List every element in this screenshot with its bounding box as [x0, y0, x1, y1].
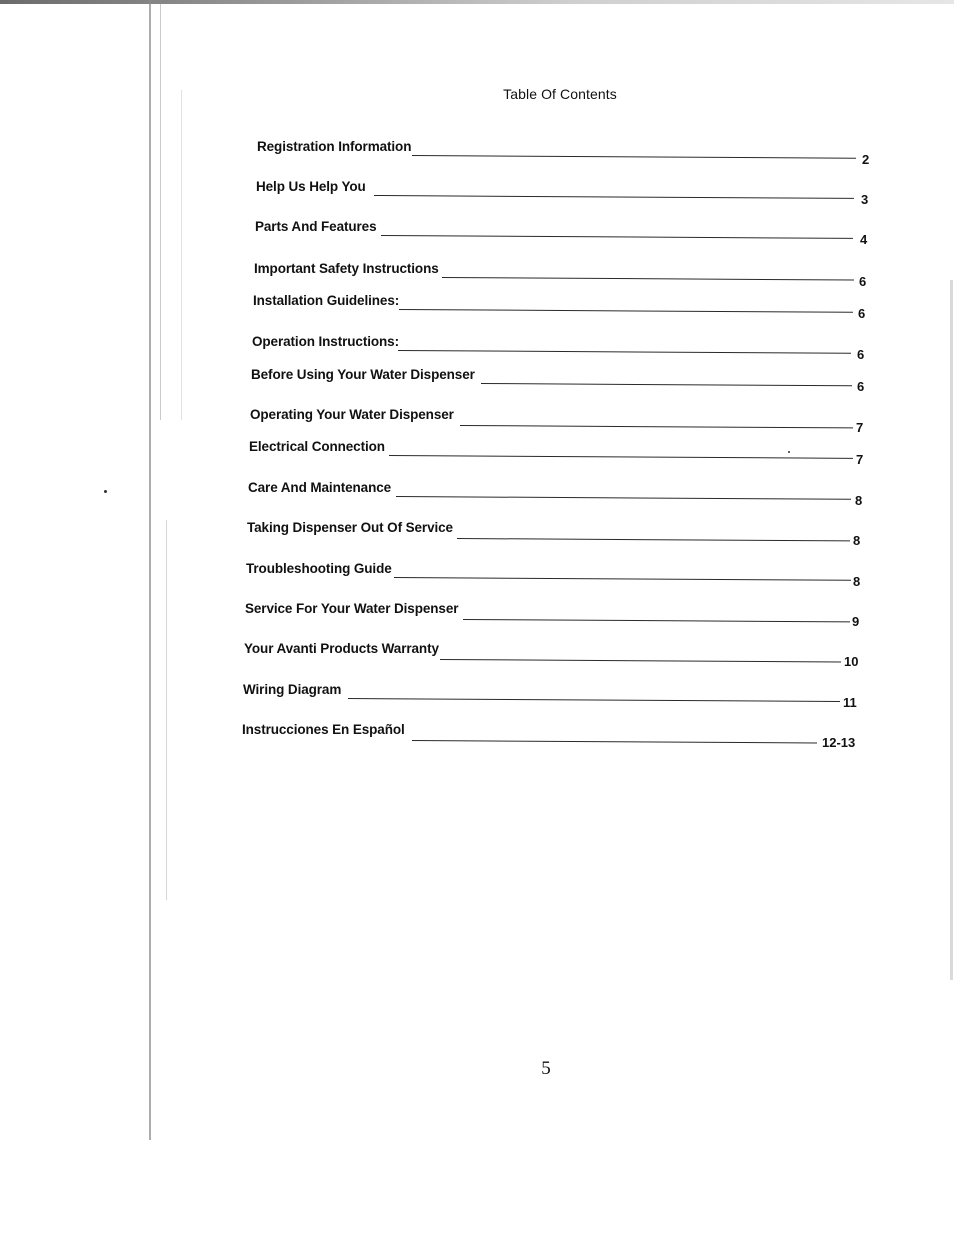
toc-entry-page: 6 [859, 274, 867, 289]
toc-entry-page: 4 [860, 232, 868, 247]
toc-entry-page: 12-13 [822, 735, 856, 750]
toc-entry [244, 641, 864, 667]
toc-leader-line [348, 698, 840, 702]
toc-entry-label: Wiring Diagram [243, 682, 342, 697]
binding-shadow [950, 280, 953, 980]
binding-shadow [181, 90, 182, 420]
toc-leader-line [457, 538, 850, 541]
toc-entry-label: Operating Your Water Dispenser [250, 407, 454, 422]
toc-entry [250, 407, 864, 433]
toc-leader-line [463, 619, 850, 622]
toc-entry [256, 179, 870, 205]
toc-entry-page: 7 [856, 420, 864, 435]
toc-entry [246, 561, 860, 587]
toc-title: Table Of Contents [503, 86, 617, 102]
toc-entry-page: 8 [855, 493, 863, 508]
toc-entry-label: Service For Your Water Dispenser [245, 601, 459, 616]
toc-entry-label: Parts And Features [255, 219, 377, 234]
toc-entry-page: 2 [862, 152, 870, 167]
toc-entry [242, 722, 862, 748]
toc-entry-label: Registration Information [257, 139, 412, 154]
toc-leader-line [398, 350, 851, 354]
toc-entry-page: 11 [843, 695, 857, 710]
toc-entry [245, 601, 859, 627]
toc-leader-line [442, 277, 854, 281]
toc-entry [252, 334, 866, 360]
toc-entry [251, 367, 865, 393]
scan-speck [104, 490, 107, 493]
toc-entry-page: 6 [857, 379, 865, 394]
toc-entry-label: Operation Instructions: [252, 334, 399, 349]
page-number: 5 [541, 1058, 551, 1079]
toc-leader-line [399, 309, 853, 313]
toc-leader-line [412, 155, 856, 159]
toc-entry-page: 3 [861, 192, 869, 207]
scan-top-edge [0, 0, 954, 4]
toc-entry-page: 10 [844, 654, 859, 669]
toc-entry-page: 8 [853, 574, 861, 589]
toc-entry-label: Care And Maintenance [248, 480, 392, 495]
toc-entry-label: Installation Guidelines: [253, 293, 400, 308]
binding-shadow [160, 0, 161, 420]
toc-leader-line [389, 455, 853, 459]
toc-entry [255, 219, 869, 245]
binding-shadow [166, 520, 167, 900]
toc-entry-label: Before Using Your Water Dispenser [251, 367, 475, 382]
toc-entry-label: Important Safety Instructions [254, 261, 439, 276]
toc-leader-line [412, 740, 817, 743]
toc-entry [257, 139, 871, 165]
toc-entry-label: Help Us Help You [256, 179, 366, 194]
toc-entry-label: Your Avanti Products Warranty [244, 641, 439, 656]
toc-entry [254, 261, 868, 287]
toc-entry-page: 9 [852, 614, 860, 629]
toc-leader-line [481, 383, 852, 386]
toc-leader-line [381, 235, 853, 239]
toc-leader-line [396, 496, 851, 500]
toc-entry [248, 480, 862, 506]
toc-leader-line [374, 195, 854, 199]
toc-entry-label: Instrucciones En Español [242, 722, 405, 737]
toc-leader-line [440, 659, 841, 662]
toc-leader-line [394, 577, 851, 581]
toc-entry [249, 439, 863, 465]
toc-entry-label: Troubleshooting Guide [246, 561, 392, 576]
toc-entry [253, 293, 867, 319]
toc-entry [247, 520, 861, 546]
toc-entry-label: Electrical Connection [249, 439, 385, 454]
toc-leader-line [460, 425, 853, 428]
toc-entry-page: 6 [857, 347, 865, 362]
toc-entry-page: 6 [858, 306, 866, 321]
toc-entry-page: 8 [853, 533, 861, 548]
toc-entry-page: 7 [856, 452, 864, 467]
binding-shadow [149, 0, 151, 1140]
toc-entry [243, 682, 863, 708]
toc-entry-label: Taking Dispenser Out Of Service [247, 520, 453, 535]
